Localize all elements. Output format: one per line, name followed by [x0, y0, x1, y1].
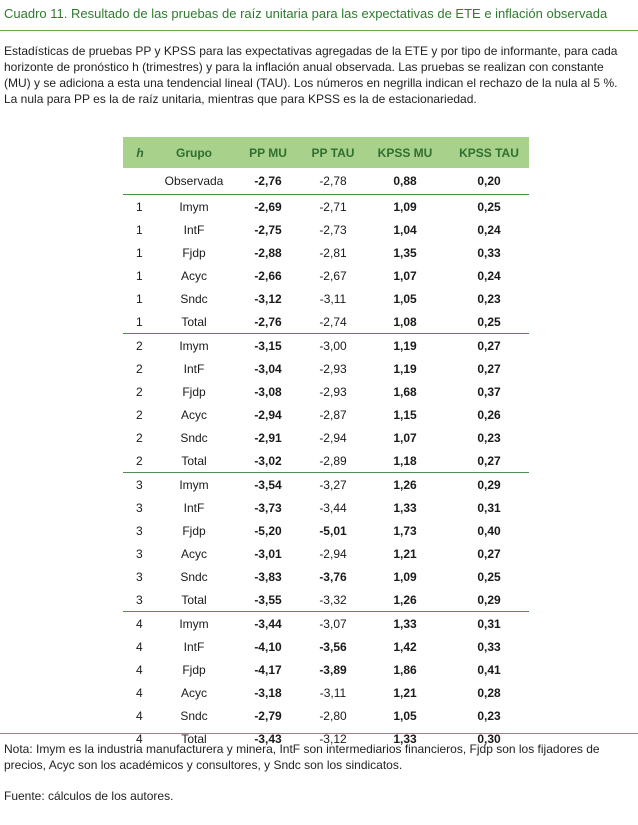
cell-pp-mu: -3,08 — [254, 384, 282, 399]
cell-kpss-tau: 0,27 — [477, 361, 501, 376]
cell-kpss-mu: 1,26 — [393, 592, 417, 607]
cell-pp-mu: -3,04 — [254, 361, 282, 376]
footer-divider — [0, 733, 638, 734]
cell-pp-tau: -5,01 — [319, 523, 347, 538]
cell-pp-mu: -3,73 — [254, 500, 282, 515]
cell-pp-mu: -3,44 — [231, 612, 305, 636]
cell-kpss-mu: 1,07 — [393, 430, 417, 445]
cell-kpss-tau: 0,37 — [477, 384, 501, 399]
cell-pp-mu: -2,79 — [254, 708, 282, 723]
cell-kpss-tau: 0,30 — [477, 731, 501, 746]
cell-kpss-mu: 1,09 — [393, 569, 417, 584]
table-row — [123, 403, 529, 426]
cell-pp-tau: -2,74 — [319, 314, 347, 329]
cell-kpss-tau: 0,28 — [477, 685, 501, 700]
cell-grupo: Acyc — [180, 685, 207, 700]
table-row — [123, 612, 529, 636]
table-row — [123, 449, 529, 473]
table-header — [123, 137, 529, 168]
table-row — [123, 218, 529, 241]
cell-h: 1 — [136, 222, 143, 237]
table-body — [123, 168, 529, 750]
cell-kpss-tau: 0,26 — [477, 407, 501, 422]
cell-grupo: Imym — [157, 334, 231, 358]
cell-pp-tau: -3,89 — [319, 662, 347, 677]
cell-pp-mu: -3,83 — [254, 569, 282, 584]
cell-kpss-mu: 1,26 — [361, 473, 449, 497]
table-row — [123, 195, 529, 219]
cell-h: 3 — [136, 500, 143, 515]
cell-grupo: Sndc — [180, 569, 208, 584]
cell-kpss-tau: 0,33 — [477, 245, 501, 260]
cell-kpss-mu: 1,18 — [393, 453, 417, 468]
cell-kpss-mu: 1,08 — [393, 314, 417, 329]
cell-pp-mu: -2,88 — [254, 245, 282, 260]
cell-grupo: Fjdp — [182, 662, 206, 677]
cell-kpss-tau: 0,29 — [477, 592, 501, 607]
cell-kpss-tau: 0,23 — [477, 430, 501, 445]
cell-pp-tau: -3,07 — [305, 612, 361, 636]
cell-kpss-tau: 0,27 — [477, 453, 501, 468]
table-row — [123, 334, 529, 358]
cell-kpss-mu: 1,21 — [393, 685, 417, 700]
cell-grupo: Sndc — [180, 291, 208, 306]
cell-kpss-tau: 0,31 — [449, 612, 529, 636]
table-source: Fuente: cálculos de los autores. — [4, 789, 174, 803]
cell-h: 2 — [136, 407, 143, 422]
cell-grupo: Acyc — [180, 546, 207, 561]
cell-h: 1 — [136, 314, 143, 329]
cell-grupo: Imym — [157, 473, 231, 497]
cell-kpss-mu: 1,35 — [393, 245, 417, 260]
cell-pp-tau: -2,78 — [319, 174, 347, 188]
cell-pp-mu: -3,18 — [254, 685, 282, 700]
table-row — [123, 635, 529, 658]
table-row — [123, 380, 529, 403]
cell-pp-mu: -3,02 — [254, 453, 282, 468]
cell-kpss-mu: 1,09 — [361, 195, 449, 219]
cell-pp-tau: -2,93 — [319, 361, 347, 376]
title-divider — [0, 30, 638, 31]
cell-h: 3 — [123, 473, 157, 497]
cell-h: 2 — [136, 384, 143, 399]
table-row — [123, 588, 529, 612]
cell-grupo: IntF — [183, 639, 205, 654]
cell-pp-tau: -3,32 — [319, 592, 347, 607]
table-row — [123, 565, 529, 588]
cell-h: 2 — [136, 361, 143, 376]
cell-grupo: Fjdp — [182, 245, 206, 260]
cell-pp-mu: -2,76 — [254, 174, 282, 188]
cell-kpss-mu: 1,42 — [393, 639, 417, 654]
cell-pp-tau: -3,76 — [319, 569, 347, 584]
cell-pp-tau: -2,87 — [319, 407, 347, 422]
cell-kpss-tau: 0,25 — [449, 195, 529, 219]
cell-h: 4 — [136, 662, 143, 677]
cell-pp-mu: -3,43 — [254, 731, 282, 746]
cell-h: 3 — [136, 546, 143, 561]
cell-grupo: Sndc — [180, 708, 208, 723]
cell-kpss-tau: 0,24 — [477, 222, 501, 237]
cell-pp-tau: -3,00 — [305, 334, 361, 358]
cell-grupo: IntF — [183, 500, 205, 515]
cell-pp-mu: -3,55 — [254, 592, 282, 607]
table-row — [123, 496, 529, 519]
table-row — [123, 542, 529, 565]
cell-grupo: Total — [181, 314, 207, 329]
cell-pp-tau: -2,94 — [319, 546, 347, 561]
cell-kpss-tau: 0,23 — [477, 291, 501, 306]
cell-grupo: Imym — [157, 612, 231, 636]
cell-grupo: Total — [181, 453, 207, 468]
cell-grupo: Sndc — [180, 430, 208, 445]
header-pp-tau: PP TAU — [305, 137, 361, 168]
cell-pp-tau: -3,56 — [319, 639, 347, 654]
cell-grupo: IntF — [183, 222, 205, 237]
cell-pp-mu: -3,01 — [254, 546, 282, 561]
header-h: h — [123, 137, 157, 168]
cell-pp-mu: -2,69 — [231, 195, 305, 219]
cell-pp-mu: -3,12 — [254, 291, 282, 306]
cell-pp-tau: -2,93 — [319, 384, 347, 399]
cell-grupo: Fjdp — [182, 384, 206, 399]
table-row — [123, 519, 529, 542]
cell-kpss-mu: 1,86 — [393, 662, 417, 677]
table-row — [123, 357, 529, 380]
cell-h: 3 — [136, 569, 143, 584]
cell-grupo: IntF — [183, 361, 205, 376]
cell-kpss-mu: 1,33 — [361, 612, 449, 636]
cell-h: 3 — [136, 523, 143, 538]
cell-pp-tau: -2,71 — [305, 195, 361, 219]
cell-kpss-tau: 0,29 — [449, 473, 529, 497]
cell-kpss-mu: 1,33 — [393, 731, 417, 746]
cell-kpss-mu: 1,33 — [393, 500, 417, 515]
cell-grupo: Total — [181, 592, 207, 607]
cell-kpss-tau: 0,20 — [477, 174, 501, 188]
cell-kpss-tau: 0,40 — [477, 523, 501, 538]
table-row — [123, 310, 529, 334]
cell-h: 4 — [136, 731, 143, 746]
cell-kpss-tau: 0,27 — [449, 334, 529, 358]
cell-kpss-tau: 0,27 — [477, 546, 501, 561]
cell-kpss-tau: 0,23 — [477, 708, 501, 723]
cell-pp-tau: -3,11 — [319, 291, 347, 306]
cell-pp-tau: -3,27 — [305, 473, 361, 497]
cell-h: 4 — [136, 685, 143, 700]
cell-kpss-mu: 1,68 — [393, 384, 417, 399]
cell-h: 4 — [136, 708, 143, 723]
cell-grupo: Fjdp — [182, 523, 206, 538]
header-grupo: Grupo — [157, 137, 231, 168]
table-row — [123, 704, 529, 727]
cell-pp-tau: -2,89 — [319, 453, 347, 468]
cell-h: 4 — [123, 612, 157, 636]
header-kpss-mu: KPSS MU — [361, 137, 449, 168]
cell-pp-mu: -2,76 — [254, 314, 282, 329]
cell-kpss-mu: 1,21 — [393, 546, 417, 561]
unit-root-table — [123, 137, 529, 750]
cell-kpss-mu: 1,19 — [361, 334, 449, 358]
table-note: Nota: Imym es la industria manufacturera y minera, IntF son intermediarios financieros, Fjdp son los fijadores de precios, Acyc son los académicos y consultores, y Sndc son los sindicatos. — [4, 742, 600, 772]
cell-pp-mu: -2,94 — [254, 407, 282, 422]
cell-kpss-mu: 1,05 — [393, 708, 417, 723]
cell-kpss-mu: 1,04 — [393, 222, 417, 237]
cell-kpss-tau: 0,41 — [477, 662, 501, 677]
table-row — [123, 168, 529, 195]
cell-h: 2 — [136, 430, 143, 445]
cell-pp-mu: -3,15 — [231, 334, 305, 358]
cell-pp-mu: -4,10 — [254, 639, 282, 654]
cell-grupo: Observada — [164, 174, 224, 188]
table-row — [123, 473, 529, 497]
cell-h — [123, 168, 157, 195]
cell-kpss-mu: 0,88 — [393, 174, 417, 188]
cell-kpss-mu: 1,15 — [393, 407, 417, 422]
cell-kpss-tau: 0,25 — [477, 314, 501, 329]
cell-pp-mu: -3,54 — [231, 473, 305, 497]
cell-pp-mu: -2,75 — [254, 222, 282, 237]
cell-h: 3 — [136, 592, 143, 607]
cell-pp-tau: -2,81 — [319, 245, 347, 260]
cell-pp-mu: -5,20 — [254, 523, 282, 538]
header-row — [123, 137, 529, 168]
cell-grupo: Acyc — [180, 268, 207, 283]
table-row — [123, 241, 529, 264]
cell-h: 1 — [136, 245, 143, 260]
cell-kpss-mu: 1,05 — [393, 291, 417, 306]
cell-pp-mu: -2,66 — [254, 268, 282, 283]
cell-kpss-tau: 0,24 — [477, 268, 501, 283]
table-row — [123, 287, 529, 310]
cell-pp-tau: -2,94 — [319, 430, 347, 445]
cell-kpss-mu: 1,73 — [393, 523, 417, 538]
table-row — [123, 264, 529, 287]
cell-grupo: Acyc — [180, 407, 207, 422]
cell-pp-tau: -2,80 — [319, 708, 347, 723]
cell-pp-tau: -3,12 — [319, 731, 347, 746]
cell-pp-mu: -4,17 — [254, 662, 282, 677]
cell-kpss-tau: 0,31 — [477, 500, 501, 515]
table-title: Cuadro 11. Resultado de las pruebas de raíz unitaria para las expectativas de ETE e inflación observada — [4, 6, 608, 21]
cell-pp-mu: -2,91 — [254, 430, 282, 445]
header-kpss-tau: KPSS TAU — [449, 137, 529, 168]
cell-pp-tau: -2,67 — [319, 268, 347, 283]
cell-pp-tau: -3,44 — [319, 500, 347, 515]
cell-h: 1 — [136, 268, 143, 283]
cell-h: 1 — [123, 195, 157, 219]
cell-pp-tau: -3,11 — [319, 685, 347, 700]
header-pp-mu: PP MU — [231, 137, 305, 168]
cell-kpss-tau: 0,33 — [477, 639, 501, 654]
cell-kpss-mu: 1,07 — [393, 268, 417, 283]
cell-h: 1 — [136, 291, 143, 306]
intro-paragraph: Estadísticas de pruebas PP y KPSS para las expectativas agregadas de la ETE y por tipo de informante, para cada horizonte de pronóstico h (trimestres) y para la inflación anual observada. Las pruebas se realizan con constante (MU) y se adiciona a esta una tendencial lineal (TAU). Los números en negrilla indican el rechazo de la nula al 5 %. La nula para PP es la de raíz unitaria, mientras que para KPSS es la de estacionariedad. — [4, 44, 618, 106]
cell-kpss-mu: 1,19 — [393, 361, 417, 376]
table-row — [123, 426, 529, 449]
table-row — [123, 681, 529, 704]
cell-kpss-tau: 0,25 — [477, 569, 501, 584]
cell-h: 2 — [123, 334, 157, 358]
cell-pp-tau: -2,73 — [319, 222, 347, 237]
cell-grupo: Imym — [157, 195, 231, 219]
table-row — [123, 658, 529, 681]
cell-grupo: Total — [181, 731, 207, 746]
cell-h: 2 — [136, 453, 143, 468]
cell-h: 4 — [136, 639, 143, 654]
